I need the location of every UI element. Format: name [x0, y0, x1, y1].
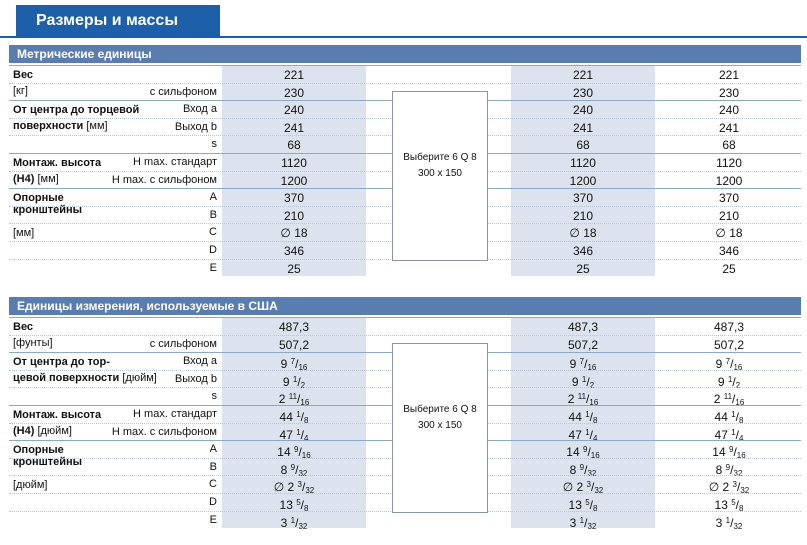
row-sublabel: B — [209, 208, 217, 221]
value-cell: 370 — [283, 191, 305, 206]
value-cell: 507,2 — [713, 337, 745, 352]
value-cell: 9 $^1/_2$ — [282, 374, 306, 390]
value-cell: 240 — [718, 103, 740, 118]
center-label: От центра до тор- цевой поверхности [дюйм] — [13, 356, 157, 385]
row-sublabel: D — [209, 244, 217, 256]
row-sublabel: Выход b — [174, 372, 217, 385]
value-cell: 1200 — [715, 173, 743, 188]
brackets-label: Опорные кронштейны [мм] — [13, 192, 83, 239]
value-cell: 230 — [572, 85, 594, 100]
table-row — [9, 65, 801, 84]
value-cell: 25 — [576, 261, 590, 276]
value-cell: 240 — [283, 103, 305, 118]
value-cell: 3 $^1/_{32}$ — [715, 515, 743, 531]
row-sublabel: H max. стандарт — [133, 156, 217, 168]
value-cell: 240 — [572, 103, 594, 118]
row-sublabel: s — [211, 138, 217, 151]
note-line: Выберите 6 Q 8 — [403, 152, 477, 164]
row-sublabel: A — [209, 443, 217, 456]
row-sublabel: Вход a — [182, 103, 217, 116]
row-sublabel: Вход a — [182, 355, 217, 368]
value-cell: 9 $^1/_2$ — [717, 374, 741, 390]
value-cell: 241 — [283, 120, 305, 135]
value-cell: 44 $^1/_8$ — [279, 410, 309, 425]
value-cell: 221 — [572, 68, 594, 82]
value-cell: 1200 — [569, 173, 597, 188]
value-cell: 210 — [572, 208, 594, 223]
brackets-label: Опорные кронштейны [дюйм] — [13, 444, 83, 491]
value-cell: 230 — [283, 85, 305, 100]
value-cell: 13 $^5/_8$ — [568, 498, 598, 513]
value-cell: 13 $^5/_8$ — [714, 498, 744, 513]
note-line: 300 x 150 — [418, 420, 462, 432]
value-cell: 346 — [718, 244, 740, 258]
value-cell: 25 — [722, 261, 736, 276]
value-cell: 8 $^9/_{32}$ — [280, 462, 308, 478]
value-cell: 47 $^1/_4$ — [279, 427, 309, 443]
value-cell: 487,3 — [567, 320, 599, 334]
row-sublabel: E — [209, 513, 217, 526]
value-cell: 241 — [718, 120, 740, 135]
value-cell: 370 — [572, 191, 594, 206]
value-cell: 221 — [283, 68, 305, 82]
value-cell: 14 $^9/_{16}$ — [566, 445, 600, 461]
value-cell: 487,3 — [713, 320, 745, 334]
value-cell: 221 — [718, 68, 740, 82]
selection-note-box — [392, 343, 488, 512]
value-cell: 14 $^9/_{16}$ — [712, 445, 746, 461]
value-cell: 2 $^{11}/_{16}$ — [278, 392, 310, 408]
row-sublabel: E — [209, 261, 217, 274]
section-header: Метрические единицы — [9, 45, 801, 63]
value-cell: 210 — [718, 208, 740, 223]
table-row — [9, 511, 801, 530]
row-sublabel: C — [209, 226, 217, 239]
value-cell: 346 — [572, 244, 594, 258]
table-row — [9, 259, 801, 278]
value-cell: 370 — [718, 191, 740, 206]
mount-height-label: Монтаж. высота (H4) [мм] — [13, 157, 102, 185]
value-cell: 44 $^1/_8$ — [714, 410, 744, 425]
value-cell: 9 $^7/_{16}$ — [715, 357, 743, 373]
value-cell: 1200 — [280, 173, 308, 188]
value-cell: 3 $^1/_{32}$ — [280, 515, 308, 531]
row-sublabel: A — [209, 191, 217, 204]
value-cell: 1120 — [570, 156, 596, 170]
value-cell: 507,2 — [278, 337, 310, 352]
value-cell: 47 $^1/_4$ — [568, 427, 598, 443]
value-cell: 487,3 — [278, 320, 310, 334]
value-cell: 14 $^9/_{16}$ — [277, 445, 311, 461]
note-line: 300 x 150 — [418, 168, 462, 180]
value-cell: 1120 — [281, 156, 307, 170]
page-title: Размеры и массы — [16, 5, 220, 36]
value-cell: 44 $^1/_8$ — [568, 410, 598, 425]
weight-label: Вес [фунты] — [13, 321, 53, 349]
mount-height-label: Монтаж. высота (H4) [дюйм] — [13, 409, 102, 437]
row-sublabel: H max. стандарт — [133, 408, 217, 420]
value-cell: 210 — [283, 208, 305, 223]
title-bar — [0, 0, 807, 38]
value-cell: 241 — [572, 120, 594, 135]
us-section — [9, 297, 801, 542]
value-cell: 9 $^1/_2$ — [571, 374, 595, 390]
value-cell: ∅ 2 $^3/_{32}$ — [273, 480, 315, 496]
row-sublabel: D — [209, 496, 217, 508]
row-sublabel: с сильфоном — [149, 337, 217, 350]
value-cell: 9 $^7/_{16}$ — [569, 357, 597, 373]
value-cell: 1120 — [716, 156, 742, 170]
value-cell: ∅ 18 — [569, 226, 597, 241]
row-sublabel: H max. с сильфоном — [111, 173, 217, 186]
value-cell: 8 $^9/_{32}$ — [715, 462, 743, 478]
selection-note-box — [392, 91, 488, 260]
value-cell: ∅ 2 $^3/_{32}$ — [562, 480, 604, 496]
value-cell: 507,2 — [567, 337, 599, 352]
row-sublabel: C — [209, 478, 217, 491]
value-cell: 2 $^{11}/_{16}$ — [567, 392, 599, 408]
row-sublabel: B — [209, 460, 217, 473]
table-row — [9, 317, 801, 336]
value-cell: 9 $^7/_{16}$ — [280, 357, 308, 373]
value-cell: 13 $^5/_8$ — [279, 498, 309, 513]
value-cell: 47 $^1/_4$ — [714, 427, 744, 443]
value-cell: 3 $^1/_{32}$ — [569, 515, 597, 531]
weight-label: Вес [кг] — [13, 69, 34, 97]
section-header: Единицы измерения, используемые в США — [9, 297, 801, 315]
value-cell: 68 — [722, 138, 736, 153]
note-line: Выберите 6 Q 8 — [403, 404, 477, 416]
row-sublabel: s — [211, 390, 217, 403]
value-cell: 68 — [576, 138, 590, 153]
value-cell: ∅ 18 — [280, 226, 308, 241]
value-cell: 230 — [718, 85, 740, 100]
metric-section — [9, 45, 801, 290]
value-cell: 346 — [283, 244, 305, 258]
row-sublabel: с сильфоном — [149, 85, 217, 98]
value-cell: ∅ 2 $^3/_{32}$ — [708, 480, 750, 496]
center-label: От центра до торцевой поверхности [мм] — [13, 104, 140, 133]
value-cell: 8 $^9/_{32}$ — [569, 462, 597, 478]
row-sublabel: H max. с сильфоном — [111, 425, 217, 438]
value-cell: 25 — [287, 261, 301, 276]
row-sublabel: Выход b — [174, 120, 217, 133]
value-cell: 2 $^{11}/_{16}$ — [713, 392, 745, 408]
value-cell: 68 — [287, 138, 301, 153]
value-cell: ∅ 18 — [715, 226, 743, 241]
